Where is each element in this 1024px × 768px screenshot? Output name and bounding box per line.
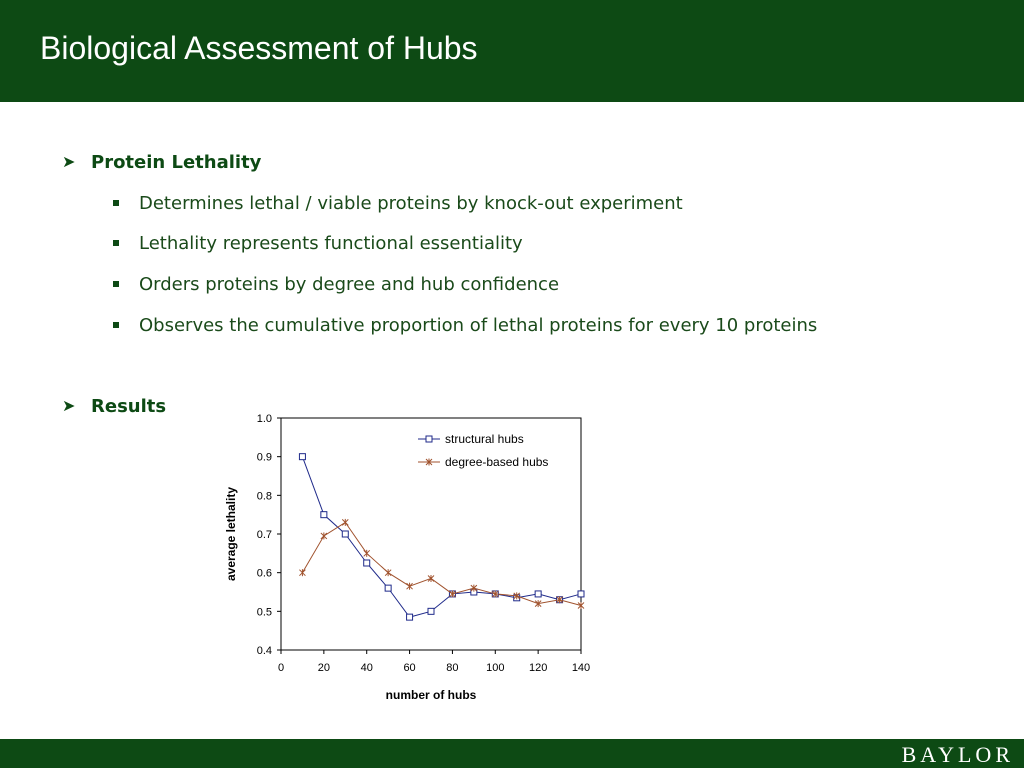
x-tick-label: 140 — [571, 662, 591, 674]
arrow-bullet-icon: ➤ — [62, 396, 76, 415]
data-point-structural — [321, 512, 327, 518]
x-tick-label: 60 — [403, 662, 416, 674]
subbullet-text: Lethality represents functional essentiality — [139, 233, 523, 254]
x-tick-label: 0 — [277, 662, 285, 674]
x-tick-label: 80 — [446, 662, 459, 674]
legend-label: structural hubs — [445, 432, 524, 446]
data-point-structural — [428, 608, 434, 614]
data-point-degree — [578, 602, 584, 609]
square-bullet-icon — [113, 240, 119, 246]
lethality-chart — [200, 400, 620, 710]
x-tick-label: 20 — [317, 662, 330, 674]
square-bullet-icon — [113, 322, 119, 328]
title-bar — [0, 0, 1024, 102]
y-tick-label: 0.6 — [256, 567, 272, 580]
data-point-degree — [385, 569, 391, 576]
x-tick-label: 40 — [360, 662, 373, 674]
y-tick-label: 1.0 — [256, 413, 272, 425]
bullet-label: Results — [91, 396, 167, 417]
legend-label: degree-based hubs — [445, 455, 549, 469]
subbullet-text: Orders proteins by degree and hub confidence — [139, 274, 560, 295]
y-tick-label: 0.4 — [256, 645, 272, 657]
data-point-structural — [299, 454, 305, 460]
y-axis-label: average lethality — [224, 486, 238, 582]
data-point-degree — [321, 532, 327, 539]
square-bullet-icon — [113, 200, 119, 206]
data-point-degree — [471, 585, 477, 592]
footer-bar — [0, 739, 1024, 768]
arrow-bullet-icon: ➤ — [62, 152, 76, 171]
baylor-logo: BAYLOR — [901, 742, 1014, 767]
x-tick-label: 100 — [486, 662, 505, 674]
data-point-degree — [428, 575, 434, 582]
x-axis-label: number of hubs — [385, 688, 477, 702]
data-point-degree — [364, 550, 370, 557]
y-tick-label: 0.5 — [256, 606, 272, 619]
data-point-structural — [535, 591, 541, 597]
y-tick-label: 0.9 — [256, 451, 272, 464]
subbullet-text: Determines lethal / viable proteins by knock-out experiment — [139, 193, 683, 214]
data-point-degree — [299, 569, 305, 576]
x-tick-label: 120 — [528, 662, 548, 674]
square-bullet-icon — [113, 281, 119, 287]
data-point-structural — [578, 591, 584, 597]
data-point-structural — [342, 531, 348, 537]
data-point-structural — [364, 560, 370, 566]
legend-marker — [426, 436, 432, 442]
y-tick-label: 0.7 — [256, 529, 272, 541]
bullet-label: Protein Lethality — [91, 152, 262, 173]
data-point-degree — [342, 519, 348, 526]
data-point-structural — [407, 614, 413, 620]
data-point-structural — [385, 585, 391, 591]
y-tick-label: 0.8 — [256, 490, 272, 503]
data-point-degree — [407, 583, 413, 590]
subbullet-text: Observes the cumulative proportion of lethal proteins for every 10 proteins — [139, 315, 818, 336]
slide-title: Biological Assessment of Hubs — [40, 30, 478, 66]
